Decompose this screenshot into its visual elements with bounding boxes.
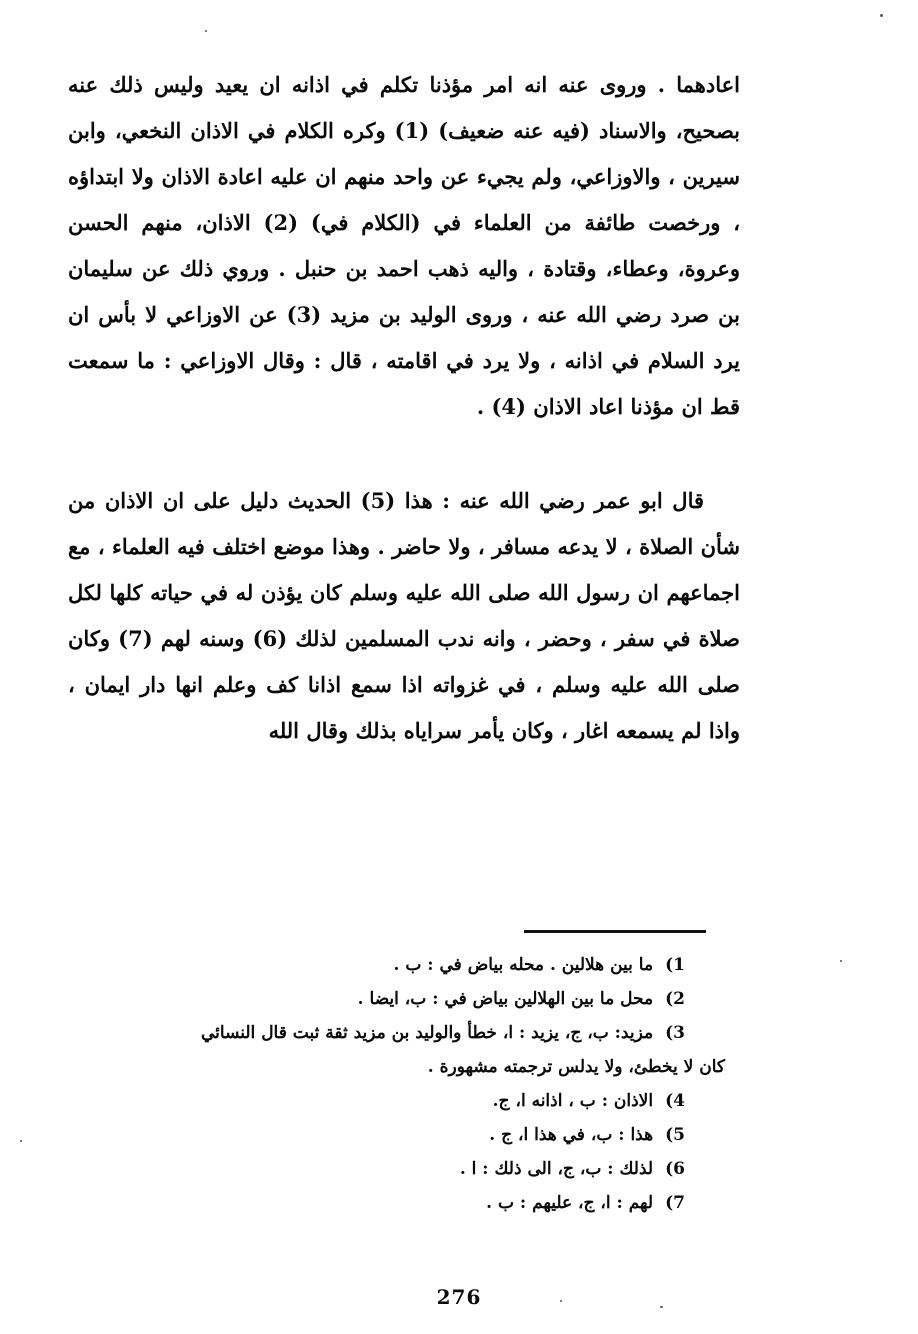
footnote-number: 1) xyxy=(665,955,685,975)
footnote-item xyxy=(70,1152,685,1186)
footnote-number: 7) xyxy=(665,1193,685,1213)
footnote-text: ما بين هلالين . محله بياض في : ب . xyxy=(393,955,654,975)
footnotes-list xyxy=(70,948,725,1220)
footnote-number: 4) xyxy=(665,1091,685,1111)
footnote-number: 2) xyxy=(665,989,685,1009)
footnote-item xyxy=(70,1016,685,1050)
footnote-text: محل ما بين الهلالين بياض في : ب، ايضا . xyxy=(357,989,654,1009)
footnote-item xyxy=(70,1186,685,1220)
paragraph-text: قال ابو عمر رضي الله عنه : هذا (5) الحديث دليل على ان الاذان من شأن الصلاة ، لا يدعه مسافر ، ولا حاضر . وهذا موضع اختلف فيه العلماء ، مع اجماعهم ان رسول الله صلى الله عليه وسلم كان يؤذن له في حياته كلها لكل صلاة في سفر ، وحضر ، وانه ندب المسلمين لذلك (6) وسنه لهم (7) وكان صلى الله عليه وسلم ، في غزواته اذا سمع اذانا كف وعلم انها دار ايمان ، واذا لم يسمعه اغار ، وكان يأمر سراياه بذلك وقال الله xyxy=(68,488,740,743)
footnote-text: لهم : ا، ج، عليهم : ب . xyxy=(486,1193,654,1213)
paragraph-text: اعادهما . وروى عنه انه امر مؤذنا تكلم في اذانه ان يعيد وليس ذلك عنه بصحيح، والاسناد (فيه عنه ضعيف) (1) وكره الكلام في الاذان النخعي، وابن سيرين ، والاوزاعي، ولم يجيء عن واحد منهم ان عليه اعادة الاذان ولا ابتداؤه ، ورخصت طائفة من العلماء في (الكلام في) (2) الاذان، منهم الحسن وعروة، وعطاء، وقتادة ، واليه ذهب احمد بن حنبل . وروي ذلك عن سليمان بن صرد رضي الله عنه ، وروى الوليد بن مزيد (3) عن الاوزاعي لا بأس ان يرد السلام في اذانه ، ولا يرد في اقامته ، قال : وقال الاوزاعي : ما سمعت قط ان مؤذنا اعاد الاذان (4) . xyxy=(68,72,741,419)
footnote-item-continued xyxy=(70,1050,725,1084)
footnote-separator xyxy=(524,930,706,933)
page-number: 276 xyxy=(436,1285,482,1309)
footnote-item xyxy=(70,1118,685,1152)
footnote-text: لذلك : ب، ج، الى ذلك : ا . xyxy=(459,1159,654,1179)
scan-speck xyxy=(880,14,883,17)
footnote-item xyxy=(70,982,685,1016)
scan-speck xyxy=(660,1306,663,1308)
body-paragraph-1 xyxy=(68,62,740,430)
footnote-text: الاذان : ب ، اذانه ا، ج. xyxy=(492,1091,654,1111)
footnote-number: 5) xyxy=(665,1125,685,1145)
scan-speck xyxy=(20,1140,22,1142)
scan-speck xyxy=(560,1300,562,1302)
footnote-number: 3) xyxy=(665,1023,685,1043)
footnote-text: مزيد: ب، ج، يزيد : ا، خطأ والوليد بن مزيد ثقة ثبت قال النسائي xyxy=(201,1023,654,1043)
footnote-item xyxy=(70,948,685,982)
scan-speck xyxy=(205,30,207,32)
footnote-number: 6) xyxy=(665,1159,685,1179)
footnote-text: هذا : ب، في هذا ا، ج . xyxy=(489,1125,654,1145)
footnote-item xyxy=(70,1084,685,1118)
footnote-text: كان لا يخطئ، ولا يدلس ترجمته مشهورة . xyxy=(427,1057,725,1077)
body-paragraph-2 xyxy=(68,478,740,754)
scan-speck xyxy=(840,960,842,962)
